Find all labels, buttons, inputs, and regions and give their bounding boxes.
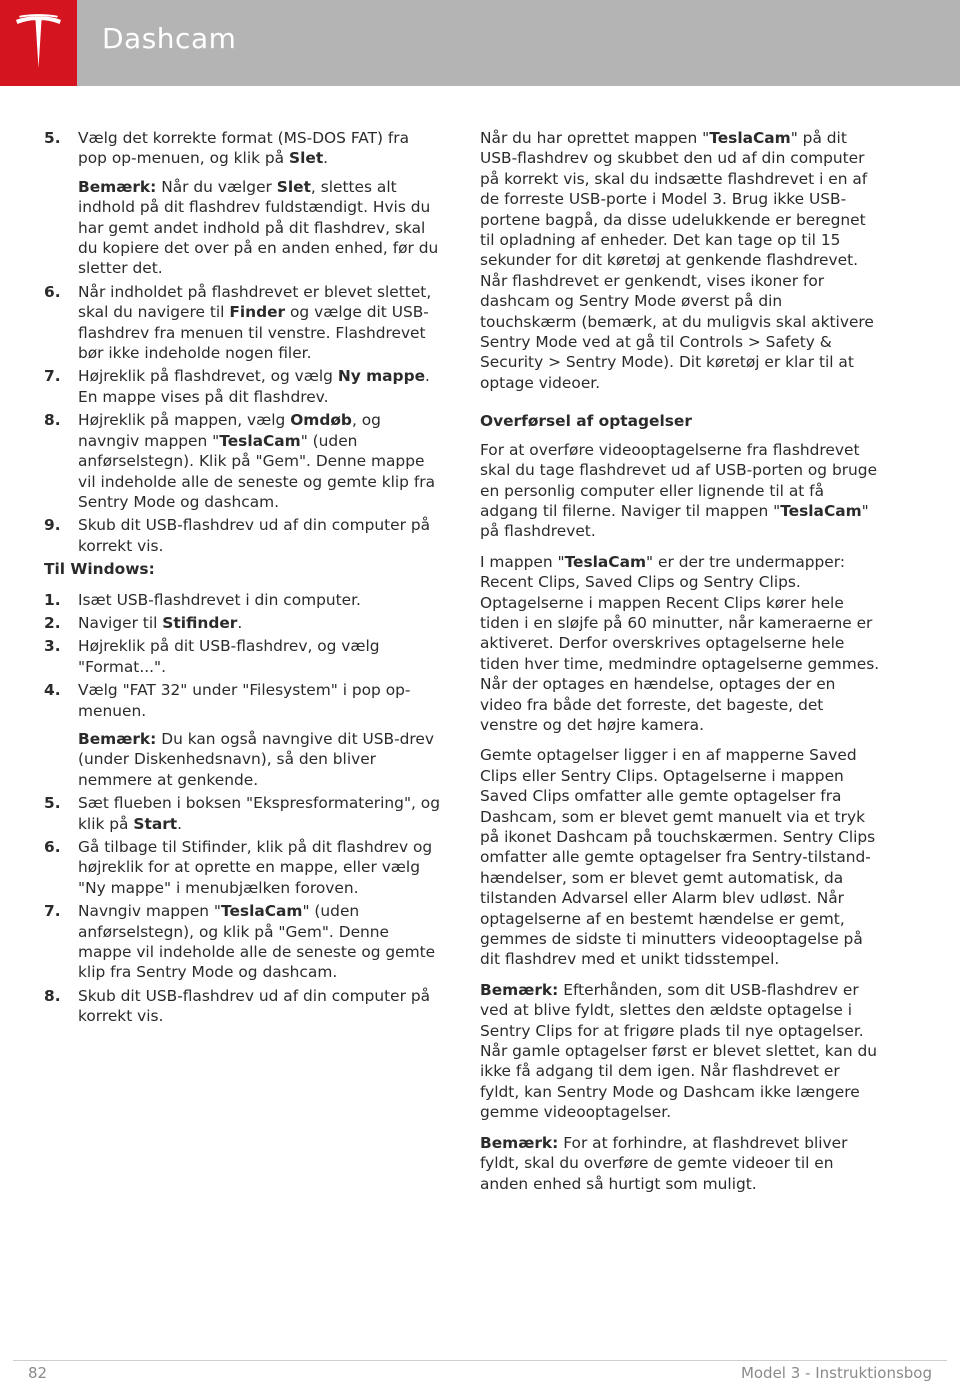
text-run: " (uden anførselstegn), og klik på "Gem". Denne mappe vil indeholde alle de seneste og gemte klip fra Sentry Mode og dashcam. xyxy=(78,902,436,982)
bold-text: Stifinder xyxy=(162,613,238,632)
step-number: 9. xyxy=(44,516,61,535)
numbered-step xyxy=(44,837,442,898)
bold-text: TeslaCam xyxy=(780,501,862,520)
text-run: Efterhånden, som dit USB-flashdrev er ved at blive fyldt, slettes den ældste optagelse i Sentry Clips for at frigøre plads til nye optagelser. Når gamle optagelser først er blevet slettet, kan du ikke få adgang til dem igen. Når flashdrevet er fyldt, kan Sentry Mode og Dashcam ikke længere gemme videooptagelser. xyxy=(480,980,878,1122)
bold-text: Bemærk: xyxy=(78,729,157,748)
step-number: 7. xyxy=(44,367,61,386)
text-run: Vælg det korrekte format (MS-DOS FAT) fra pop op-menuen, og klik på xyxy=(78,129,410,168)
bold-text: TeslaCam xyxy=(219,431,301,450)
step-number: 8. xyxy=(44,411,61,430)
text-run: " på flashdrevet. xyxy=(480,501,869,541)
numbered-step xyxy=(44,613,442,633)
numbered-step xyxy=(44,793,442,834)
text-run: , og navngiv mappen " xyxy=(78,411,381,450)
mac-steps-list xyxy=(44,128,442,556)
text-run: Når indholdet på flashdrevet er blevet slettet, skal du navigere til xyxy=(78,282,432,322)
bold-text: Finder xyxy=(229,303,286,322)
bold-text: TeslaCam xyxy=(564,552,647,571)
intro-paragraph xyxy=(480,128,882,393)
transfer-paragraph xyxy=(480,440,882,542)
bold-text: Bemærk: xyxy=(78,177,157,196)
text-run: . xyxy=(323,149,329,168)
footer-divider xyxy=(13,1360,947,1361)
numbered-step xyxy=(44,366,442,407)
text-run: Når du har oprettet mappen " xyxy=(480,129,710,147)
step-number: 6. xyxy=(44,838,61,856)
text-run: I mappen " xyxy=(480,552,565,571)
numbered-step xyxy=(44,901,442,983)
step-number: 6. xyxy=(44,282,61,301)
text-run: " på dit USB-flashdrev og skubbet den ud af din computer på korrekt vis, skal du indsætte flashdrevet i en af de forreste USB-porte i Model 3. Brug ikke USB-portene bagpå, da disse udelukkende er beregnet til opladning af enheder. Det kan tage op til 15 sekunder for dit køretøj at genkende flashdrevet. Når flashdrevet er genkendt, vises ikoner for dashcam og Sentry Mode øverst på din touchskærm (bemærk, at du muligvis skal aktivere Sentry Mode ved at gå til Controls > Safety & Security > Sentry Mode). Dit køretøj er klar til at optage videoer. xyxy=(480,129,874,392)
numbered-step xyxy=(44,590,442,610)
page-header xyxy=(0,0,960,86)
text-run: . En mappe vises på dit flashdrev. xyxy=(78,367,430,406)
text-run: Højreklik på dit USB-flashdrev, og vælg "Format...". xyxy=(78,637,380,676)
step-number: 5. xyxy=(44,794,61,813)
numbered-step xyxy=(44,636,442,677)
step-number: 3. xyxy=(44,637,61,656)
page-number: 82 xyxy=(28,1364,48,1382)
bold-text: Slet xyxy=(289,149,324,168)
tesla-logo-icon xyxy=(13,14,64,70)
text-run: " (uden anførselstegn). Klik på "Gem". Denne mappe vil indeholde alle de seneste og gemte klip fra Sentry Mode og dashcam. xyxy=(78,431,436,511)
text-run: Skub dit USB-flashdrev ud af din computer på korrekt vis. xyxy=(78,986,431,1026)
text-run: Højreklik på mappen, vælg xyxy=(78,411,291,430)
windows-steps-list xyxy=(44,590,442,1027)
numbered-step xyxy=(44,986,442,1027)
text-run: For at overføre videooptagelserne fra flashdrevet skal du tage flashdrevet ud af USB-porten og bruge en personlig computer eller lignende til at få adgang til filerne. Naviger til mappen " xyxy=(480,440,878,520)
step-number: 4. xyxy=(44,681,61,700)
text-run: Isæt USB-flashdrevet i din computer. xyxy=(78,590,361,609)
numbered-step xyxy=(44,515,442,556)
transfer-heading: Overførsel af optagelser xyxy=(480,412,692,431)
step-number: 7. xyxy=(44,902,61,921)
text-run: Skub dit USB-flashdrev ud af din computer på korrekt vis. xyxy=(78,516,431,555)
step-number: 1. xyxy=(44,590,61,609)
saved-clips-paragraph xyxy=(480,745,882,969)
note-paragraph xyxy=(480,980,882,1123)
text-run: Når du vælger xyxy=(156,177,277,196)
text-run: Gemte optagelser ligger i en af mapperne Saved Clips eller Sentry Clips. Optagelserne i mappen Saved Clips omfatter alle gemte optagelser fra Dashcam, som er blevet gemt manuelt via et tryk på ikonet Dashcam på touchskærmen. Sentry Clips omfatter alle gemte optagelser fra Sentry-tilstand-hændelser, som er blevet gemt automatisk, da tilstanden Advarsel eller Alarm blev udløst. Når optagelserne af en bestemt hændelse er gemt, gemmes de sidste ti minutters videooptagelse på dit flashdrev med et unikt tidsstempel. xyxy=(480,746,876,969)
page-title: Dashcam xyxy=(102,22,237,55)
text-run: Gå tilbage til Stifinder, klik på dit flashdrev og højreklik for at oprette en mappe, eller vælg "Ny mappe" i menubjælken foroven. xyxy=(78,838,433,897)
bold-text: Ny mappe xyxy=(337,367,426,386)
text-run: For at forhindre, at flashdrevet bliver fyldt, skal du overføre de gemte videoer til en anden enhed så hurtigt som muligt. xyxy=(480,1133,848,1193)
text-run: Sæt flueben i boksen "Ekspresformatering", og klik på xyxy=(78,794,440,833)
step-number: 8. xyxy=(44,986,61,1005)
logo-box xyxy=(0,0,77,86)
text-run: Naviger til xyxy=(78,613,163,632)
bold-text: Slet xyxy=(276,177,311,196)
text-run: , slettes alt indhold på dit flashdrev fuldstændigt. Hvis du har gemt andet indhold på dit flashdrev, skal du kopiere det over på en anden enhed, før du sletter det. xyxy=(78,177,439,278)
windows-heading: Til Windows: xyxy=(44,560,155,579)
text-run: og vælge dit USB-flashdrev fra menuen til venstre. Flashdrevet bør ikke indeholde nogen filer. xyxy=(78,303,429,363)
note xyxy=(78,177,442,279)
text-run: . xyxy=(237,613,243,632)
text-run: . xyxy=(177,814,183,833)
bold-text: Bemærk: xyxy=(480,980,559,999)
bold-text: TeslaCam xyxy=(221,902,303,921)
note xyxy=(78,729,442,790)
left-column xyxy=(44,128,442,1030)
step-number: 5. xyxy=(44,129,61,147)
text-run: Højreklik på flashdrevet, og vælg xyxy=(78,367,338,386)
numbered-step xyxy=(44,410,442,512)
bold-text: TeslaCam xyxy=(709,129,791,147)
note-paragraph xyxy=(480,1133,882,1194)
numbered-step xyxy=(44,282,442,364)
text-run: Navngiv mappen " xyxy=(78,902,222,921)
numbered-step xyxy=(44,680,442,721)
folders-paragraph xyxy=(480,552,882,736)
bold-text: Bemærk: xyxy=(480,1133,559,1152)
manual-title: Model 3 - Instruktionsbog xyxy=(740,1364,932,1382)
numbered-step xyxy=(44,128,442,169)
bold-text: Omdøb xyxy=(290,411,352,430)
bold-text: Start xyxy=(133,814,178,833)
step-number: 2. xyxy=(44,613,61,632)
text-run: Vælg "FAT 32" under "Filesystem" i pop op-menuen. xyxy=(78,681,411,720)
text-run: Du kan også navngive dit USB-drev (under Diskenhedsnavn), så den bliver nemmere at genkende. xyxy=(78,729,434,789)
right-column xyxy=(480,128,882,1204)
text-run: " er der tre undermapper: Recent Clips, Saved Clips og Sentry Clips. Optagelserne i mappen Recent Clips kører hele tiden i en sløjfe på 60 minutter, når kameraerne er aktiveret. Derfor overskrives optagelserne hele tiden hver time, medmindre optagelserne gemmes. Når der optages en hændelse, optages der en video fra både det forreste, det bageste, det venstre og det højre kamera. xyxy=(480,552,880,734)
